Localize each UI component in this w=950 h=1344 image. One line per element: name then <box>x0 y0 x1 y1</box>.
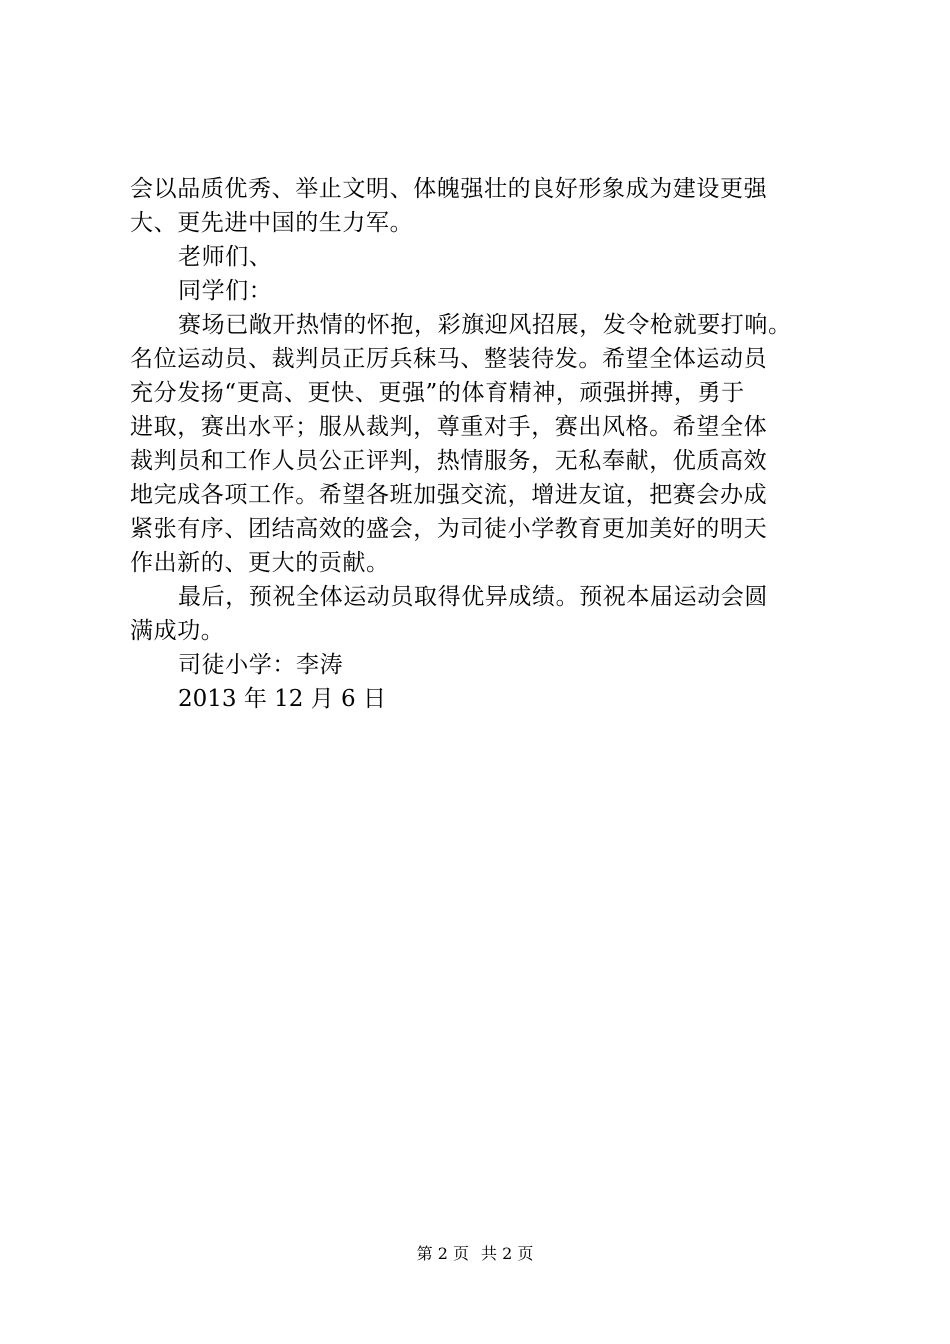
text-line: 赛场已敞开热情的怀抱，彩旗迎风招展，发令枪就要打响。 <box>178 312 792 338</box>
page-number: 第 2 页 <box>416 1244 469 1263</box>
date: 2013 年 12 月 6 日 <box>178 686 386 712</box>
text-line: 大、更先进中国的生力军。 <box>130 210 414 236</box>
salutation-students: 同学们： <box>178 278 273 304</box>
text-line: 会以品质优秀、举止文明、体魄强壮的良好形象成为建设更强 <box>130 176 768 202</box>
text-line: 进取，赛出水平；服从裁判，尊重对手，赛出风格。希望全体 <box>130 414 768 440</box>
text-line: 裁判员和工作人员公正评判，热情服务，无私奉献，优质高效 <box>130 448 768 474</box>
text-line: 作出新的、更大的贡献。 <box>130 550 390 576</box>
salutation-teachers: 老师们、 <box>178 244 273 270</box>
text-line: 满成功。 <box>130 618 225 644</box>
text-line: 紧张有序、团结高效的盛会，为司徒小学教育更加美好的明天 <box>130 516 768 542</box>
page-footer <box>0 1244 950 1264</box>
signature: 司徒小学：李涛 <box>178 652 344 678</box>
document-body <box>130 172 842 716</box>
text-line: 充分发扬“更高、更快、更强”的体育精神，顽强拼搏，勇于 <box>130 380 745 406</box>
text-line: 最后，预祝全体运动员取得优异成绩。预祝本届运动会圆 <box>178 584 768 610</box>
text-line: 地完成各项工作。希望各班加强交流，增进友谊，把赛会办成 <box>130 482 768 508</box>
text-line: 名位运动员、裁判员正厉兵秣马、整装待发。希望全体运动员 <box>130 346 768 372</box>
total-pages: 共 2 页 <box>481 1244 534 1263</box>
